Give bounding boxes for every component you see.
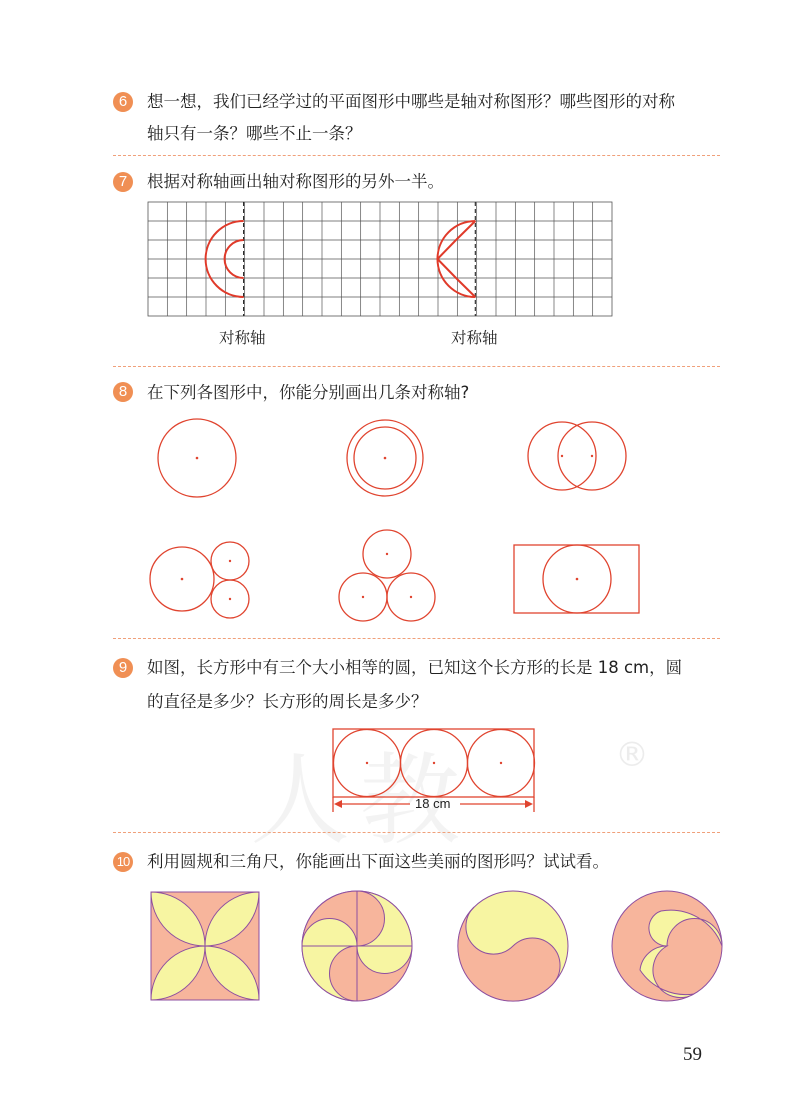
length-label: 18 cm bbox=[415, 796, 451, 811]
swirl-pattern bbox=[612, 891, 722, 1001]
question-6-number: 6 bbox=[113, 92, 133, 112]
question-8-number: 8 bbox=[113, 382, 133, 402]
yin-yang-pattern bbox=[458, 891, 568, 1001]
question-9-line-2: 的直径是多少？长方形的周长是多少？ bbox=[147, 692, 428, 711]
page-number: 59 bbox=[683, 1044, 702, 1065]
question-10-number: 10 bbox=[113, 852, 133, 872]
axis-caption-left: 对称轴 bbox=[219, 329, 266, 347]
question-6-line-1: 想一想，我们已经学过的平面图形中哪些是轴对称图形？哪些图形的对称 bbox=[147, 92, 675, 111]
question-10-text: 利用圆规和三角尺，你能画出下面这些美丽的图形吗？试试看。 bbox=[147, 852, 609, 871]
question-6-line-2: 轴只有一条？哪些不止一条？ bbox=[147, 124, 362, 143]
question-8-text: 在下列各图形中，你能分别画出几条对称轴? bbox=[147, 383, 470, 402]
question-9-number: 9 bbox=[113, 658, 133, 678]
petal-square-pattern bbox=[151, 892, 259, 1000]
registered-mark: ® bbox=[615, 735, 649, 775]
pinwheel-circle-pattern bbox=[302, 891, 412, 1001]
axis-caption-right: 对称轴 bbox=[451, 329, 498, 347]
question-7-number: 7 bbox=[113, 172, 133, 192]
question-9-line-1: 如图，长方形中有三个大小相等的圆，已知这个长方形的长是 18 cm，圆 bbox=[147, 658, 683, 677]
question-7-text: 根据对称轴画出轴对称图形的另外一半。 bbox=[147, 172, 444, 191]
